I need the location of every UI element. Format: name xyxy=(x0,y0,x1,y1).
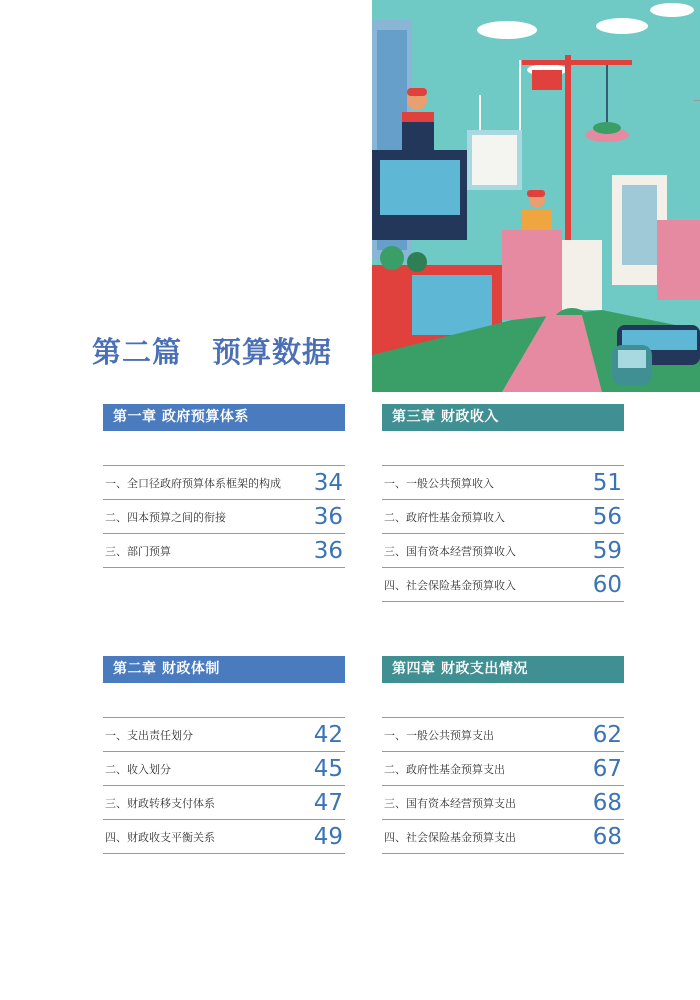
toc-entry-label: 二、政府性基金预算收入 xyxy=(384,510,505,524)
city-construction-illustration xyxy=(372,0,700,392)
toc-entry-label: 一、全口径政府预算体系框架的构成 xyxy=(105,476,281,490)
toc-entry-page: 51 xyxy=(592,469,622,496)
toc-entry-page: 68 xyxy=(592,789,622,816)
part-title: 第二篇 预算数据 xyxy=(92,335,333,369)
toc-entry[interactable] xyxy=(103,820,345,854)
toc-entry-page: 36 xyxy=(313,503,343,530)
toc-entry-label: 二、收入划分 xyxy=(105,762,171,776)
toc-entry[interactable] xyxy=(382,534,624,568)
toc-entry[interactable] xyxy=(103,534,345,568)
chapter-title: 第一章 政府预算体系 xyxy=(103,404,345,431)
city-construction-icon xyxy=(372,0,700,392)
chapter-title: 第三章 财政收入 xyxy=(382,404,624,431)
toc-entry-page: 59 xyxy=(592,537,622,564)
toc-entry-page: 36 xyxy=(313,537,343,564)
toc-entry[interactable] xyxy=(103,786,345,820)
toc-entry[interactable] xyxy=(382,820,624,854)
toc-entry-page: 62 xyxy=(592,721,622,748)
toc-entry-label: 四、社会保险基金预算支出 xyxy=(384,830,516,844)
toc-entry[interactable] xyxy=(103,752,345,786)
toc-list xyxy=(103,717,345,854)
toc-entry[interactable] xyxy=(382,500,624,534)
toc-entry-page: 34 xyxy=(313,469,343,496)
toc-entry-label: 二、四本预算之间的衔接 xyxy=(105,510,226,524)
toc-list xyxy=(382,717,624,854)
toc-list xyxy=(382,465,624,602)
toc-entry-page: 67 xyxy=(592,755,622,782)
toc-entry[interactable] xyxy=(382,568,624,602)
toc-entry[interactable] xyxy=(382,718,624,752)
chapter-title: 第二章 财政体制 xyxy=(103,656,345,683)
toc-entry[interactable] xyxy=(103,466,345,500)
toc-entry-label: 一、支出责任划分 xyxy=(105,728,193,742)
chapter-section-1 xyxy=(103,404,345,568)
toc-entry-label: 四、社会保险基金预算收入 xyxy=(384,578,516,592)
toc-entry-page: 56 xyxy=(592,503,622,530)
toc-entry-label: 一、一般公共预算支出 xyxy=(384,728,494,742)
toc-entry[interactable] xyxy=(103,718,345,752)
toc-entry-page: 49 xyxy=(313,823,343,850)
toc-list xyxy=(103,465,345,568)
page-edge-mark xyxy=(694,100,700,101)
toc-entry-label: 二、政府性基金预算支出 xyxy=(384,762,505,776)
chapter-section-2 xyxy=(103,656,345,854)
toc-entry[interactable] xyxy=(382,752,624,786)
toc-entry[interactable] xyxy=(382,786,624,820)
toc-entry-page: 42 xyxy=(313,721,343,748)
toc-entry-label: 一、一般公共预算收入 xyxy=(384,476,494,490)
chapter-section-4 xyxy=(382,656,624,854)
chapter-title: 第四章 财政支出情况 xyxy=(382,656,624,683)
toc-entry-page: 60 xyxy=(592,571,622,598)
chapter-section-3 xyxy=(382,404,624,602)
toc-entry-label: 三、国有资本经营预算收入 xyxy=(384,544,516,558)
toc-entry-label: 三、财政转移支付体系 xyxy=(105,796,215,810)
toc-entry-label: 三、部门预算 xyxy=(105,544,171,558)
toc-entry-label: 四、财政收支平衡关系 xyxy=(105,830,215,844)
toc-entry-label: 三、国有资本经营预算支出 xyxy=(384,796,516,810)
toc-entry[interactable] xyxy=(103,500,345,534)
toc-entry[interactable] xyxy=(382,466,624,500)
toc-entry-page: 45 xyxy=(313,755,343,782)
toc-entry-page: 47 xyxy=(313,789,343,816)
toc-entry-page: 68 xyxy=(592,823,622,850)
